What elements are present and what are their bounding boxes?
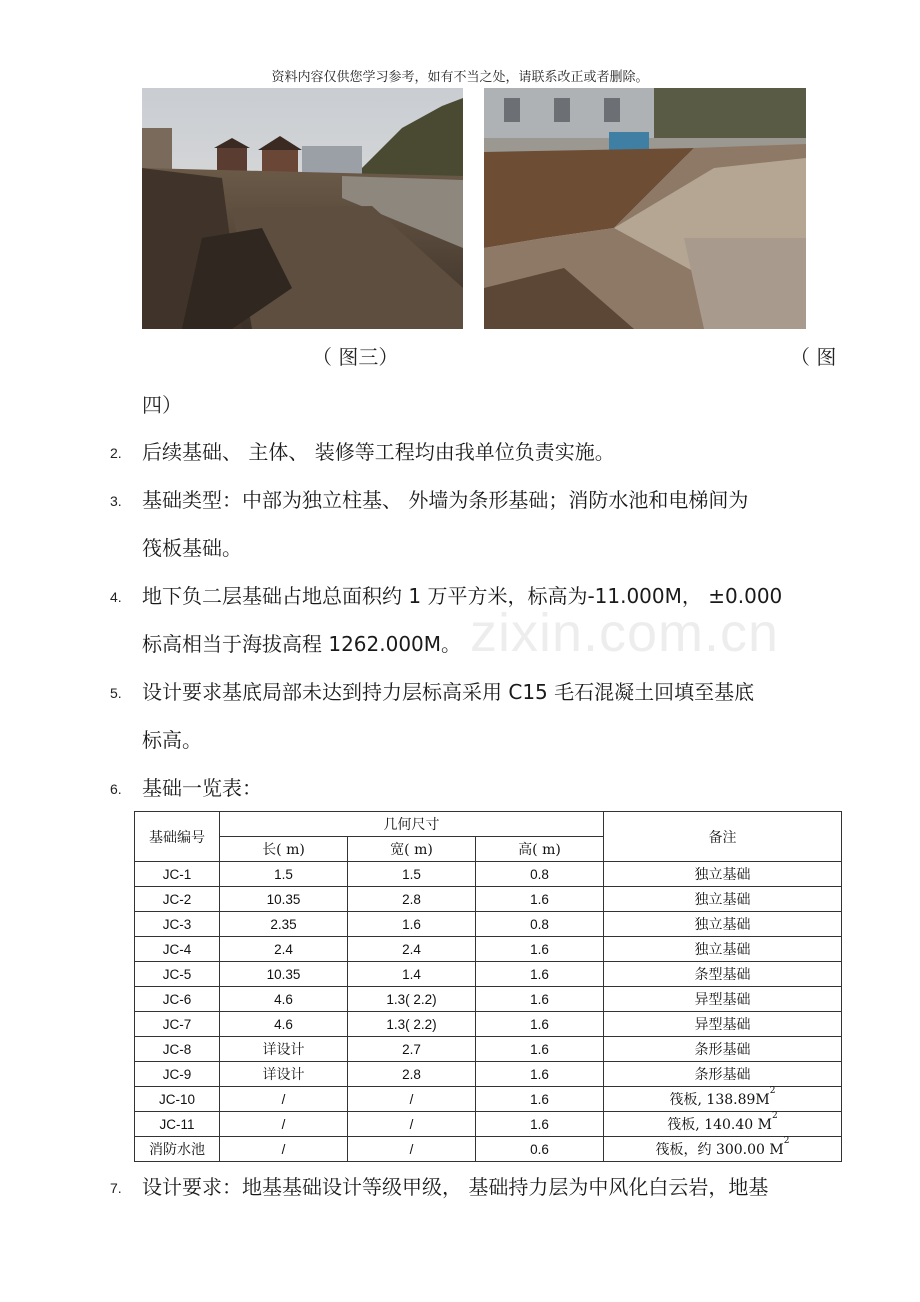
cell-remark	[604, 1112, 842, 1137]
cell-height-text: 1.6	[530, 1041, 549, 1057]
list-text: 后续基础、 主体、 装修等工程均由我单位负责实施。	[142, 440, 615, 464]
cell-remark-text: 独立基础	[694, 942, 751, 958]
unit-superscript: 2	[769, 1086, 776, 1096]
cell-foundation-id-text: JC-3	[162, 916, 192, 932]
cell-remark	[604, 1012, 842, 1037]
header-note: 资料内容仅供您学习参考，如有不当之处，请联系改正或者删除。	[271, 70, 649, 85]
cell-length	[220, 1037, 348, 1062]
cell-width-text: 1.3( 2.2)	[386, 991, 437, 1007]
cell-length	[220, 887, 348, 912]
cell-foundation-id	[135, 1062, 220, 1087]
cell-height-text: 1.6	[530, 1091, 549, 1107]
cell-height-text: 1.6	[530, 991, 549, 1007]
excavation-photo-right	[484, 88, 806, 329]
cell-height-text: 0.8	[530, 866, 549, 882]
cell-height	[476, 1137, 604, 1162]
cell-width	[348, 1062, 476, 1087]
cell-foundation-id	[135, 887, 220, 912]
cell-foundation-id-text: JC-8	[162, 1041, 192, 1057]
cell-remark-text: 筏板, 138.89M	[669, 1092, 770, 1108]
cell-length	[220, 987, 348, 1012]
list-text: 基础一览表：	[142, 776, 262, 800]
table-row	[135, 1037, 842, 1062]
table-row	[135, 887, 842, 912]
cell-height	[476, 912, 604, 937]
cell-height-text: 1.6	[530, 891, 549, 907]
cell-height-text: 1.6	[530, 1016, 549, 1032]
figure-3-caption: （ 图三）	[312, 345, 399, 369]
figure-4-caption-part2: 四）	[142, 393, 182, 417]
cell-width-text: 1.3( 2.2)	[386, 1016, 437, 1032]
cell-width	[348, 1012, 476, 1037]
list-number: 5.	[110, 685, 122, 701]
cell-remark	[604, 912, 842, 937]
cell-height	[476, 1062, 604, 1087]
header-length: 长( m)	[220, 837, 348, 862]
cell-foundation-id-text: JC-7	[162, 1016, 192, 1032]
list-text: 设计要求：地基基础设计等级甲级， 基础持力层为中风化白云岩，地基	[142, 1175, 769, 1199]
table-row	[135, 937, 842, 962]
cell-width-text: /	[409, 1141, 414, 1157]
cell-length-text: 1.5	[274, 866, 293, 882]
cell-width	[348, 962, 476, 987]
cell-length	[220, 937, 348, 962]
cell-foundation-id-text: JC-5	[162, 966, 192, 982]
cell-remark-text: 筏板，约 300.00 M	[655, 1142, 784, 1158]
cell-remark	[604, 987, 842, 1012]
cell-length-text: /	[281, 1141, 286, 1157]
cell-length-text: 10.35	[266, 966, 301, 982]
unit-superscript: 2	[783, 1136, 790, 1146]
cell-foundation-id-text: JC-6	[162, 991, 192, 1007]
table-row	[135, 1087, 842, 1112]
cell-foundation-id-text: JC-11	[159, 1116, 195, 1132]
excavation-photo-left	[142, 88, 463, 329]
cell-width	[348, 912, 476, 937]
cell-remark	[604, 862, 842, 887]
cell-width-text: 2.4	[402, 941, 421, 957]
cell-width-text: 1.4	[402, 966, 421, 982]
cell-length	[220, 1112, 348, 1137]
cell-remark-text: 独立基础	[694, 892, 751, 908]
cell-height-text: 1.6	[530, 1066, 549, 1082]
cell-length-text: 4.6	[274, 991, 293, 1007]
cell-foundation-id	[135, 1112, 220, 1137]
cell-width-text: 2.8	[402, 891, 421, 907]
cell-remark	[604, 1137, 842, 1162]
cell-foundation-id-text: JC-1	[162, 866, 192, 882]
list-number: 2.	[110, 445, 122, 461]
unit-superscript: 2	[771, 1111, 778, 1121]
cell-remark-text: 异型基础	[694, 992, 751, 1008]
cell-remark	[604, 1037, 842, 1062]
table-row	[135, 1062, 842, 1087]
cell-length	[220, 1062, 348, 1087]
cell-length-text: 10.35	[266, 891, 301, 907]
cell-foundation-id	[135, 1137, 220, 1162]
cell-height	[476, 987, 604, 1012]
cell-length	[220, 862, 348, 887]
cell-height-text: 0.6	[530, 1141, 549, 1157]
cell-foundation-id	[135, 962, 220, 987]
list-text-line1: 基础类型：中部为独立柱基、 外墙为条形基础；消防水池和电梯间为	[142, 488, 749, 512]
cell-height	[476, 937, 604, 962]
header-remark: 备注	[604, 812, 842, 862]
cell-remark-text: 独立基础	[694, 917, 751, 933]
cell-height	[476, 862, 604, 887]
cell-remark	[604, 887, 842, 912]
cell-width	[348, 1137, 476, 1162]
cell-length	[220, 1137, 348, 1162]
watermark: zixin.com.cn	[470, 603, 780, 663]
cell-height-text: 1.6	[530, 966, 549, 982]
header-height: 高( m)	[476, 837, 604, 862]
cell-height	[476, 1112, 604, 1137]
cell-remark-text: 条形基础	[694, 1042, 751, 1058]
cell-height	[476, 1037, 604, 1062]
list-text-line2: 标高相当于海拔高程 1262.000M。	[142, 632, 462, 656]
cell-height	[476, 1087, 604, 1112]
header-geometry: 几何尺寸	[220, 812, 604, 837]
list-number: 7.	[110, 1180, 122, 1196]
cell-foundation-id-text: JC-4	[162, 941, 192, 957]
cell-width-text: /	[409, 1116, 414, 1132]
cell-height	[476, 962, 604, 987]
cell-remark-text: 条形基础	[694, 1067, 751, 1083]
cell-length	[220, 1087, 348, 1112]
cell-height-text: 0.8	[530, 916, 549, 932]
cell-length-text: 2.35	[270, 916, 297, 932]
table-row	[135, 987, 842, 1012]
cell-width	[348, 862, 476, 887]
table-row	[135, 962, 842, 987]
list-text-line2: 标高。	[142, 728, 202, 752]
cell-length	[220, 1012, 348, 1037]
cell-height-text: 1.6	[530, 941, 549, 957]
cell-foundation-id-text: JC-10	[158, 1091, 195, 1107]
cell-width	[348, 987, 476, 1012]
list-text-line2: 筏板基础。	[142, 536, 242, 560]
cell-remark-text: 独立基础	[694, 867, 751, 883]
cell-width-text: 2.7	[402, 1041, 421, 1057]
table-row	[135, 862, 842, 887]
cell-length-text: 详设计	[262, 1067, 305, 1083]
table-row	[135, 1012, 842, 1037]
cell-foundation-id-text: JC-9	[162, 1066, 192, 1082]
cell-foundation-id	[135, 987, 220, 1012]
cell-width	[348, 937, 476, 962]
cell-remark	[604, 1087, 842, 1112]
cell-width-text: 1.5	[402, 866, 421, 882]
cell-length-text: 4.6	[274, 1016, 293, 1032]
figure-4-caption-part1: （ 图	[790, 345, 837, 369]
cell-length-text: 详设计	[262, 1042, 305, 1058]
cell-remark	[604, 937, 842, 962]
cell-remark	[604, 962, 842, 987]
cell-foundation-id	[135, 1087, 220, 1112]
cell-foundation-id	[135, 1037, 220, 1062]
table-row	[135, 912, 842, 937]
cell-length-text: /	[281, 1091, 286, 1107]
cell-width	[348, 1112, 476, 1137]
cell-length-text: /	[281, 1116, 286, 1132]
list-text-line1: 地下负二层基础占地总面积约 1 万平方米，标高为-11.000M， ±0.000	[142, 584, 783, 608]
cell-height	[476, 1012, 604, 1037]
cell-foundation-id-text: 消防水池	[149, 1142, 205, 1158]
cell-length	[220, 962, 348, 987]
cell-width-text: 1.6	[402, 916, 421, 932]
cell-width	[348, 1087, 476, 1112]
cell-remark	[604, 1062, 842, 1087]
table-row	[135, 1137, 842, 1162]
cell-foundation-id-text: JC-2	[162, 891, 192, 907]
cell-foundation-id	[135, 937, 220, 962]
list-number: 3.	[110, 493, 122, 509]
foundation-table	[134, 811, 842, 1162]
header-foundation-id: 基础编号	[135, 812, 220, 862]
cell-length	[220, 912, 348, 937]
cell-width-text: 2.8	[402, 1066, 421, 1082]
cell-foundation-id	[135, 862, 220, 887]
cell-width	[348, 1037, 476, 1062]
cell-width-text: /	[409, 1091, 414, 1107]
header-width: 宽( m)	[348, 837, 476, 862]
cell-height	[476, 887, 604, 912]
cell-height-text: 1.6	[530, 1116, 549, 1132]
cell-remark-text: 异型基础	[694, 1017, 751, 1033]
cell-length-text: 2.4	[274, 941, 293, 957]
cell-remark-text: 筏板, 140.40 M	[667, 1117, 772, 1133]
list-text-line1: 设计要求基底局部未达到持力层标高采用 C15 毛石混凝土回填至基底	[142, 680, 755, 704]
list-number: 4.	[110, 589, 122, 605]
cell-remark-text: 条型基础	[694, 967, 751, 983]
cell-width	[348, 887, 476, 912]
list-number: 6.	[110, 781, 122, 797]
cell-foundation-id	[135, 912, 220, 937]
table-row	[135, 1112, 842, 1137]
cell-foundation-id	[135, 1012, 220, 1037]
